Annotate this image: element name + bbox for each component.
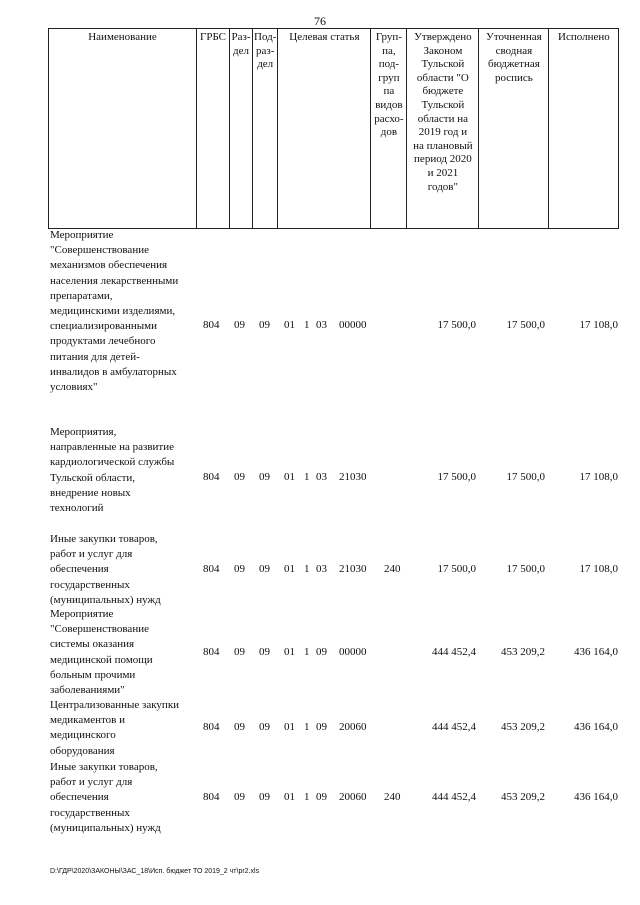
row-name-line: специализированными — [50, 320, 157, 333]
cell-target-event: 03 — [316, 563, 327, 575]
row-name-line: препаратами, — [50, 289, 113, 302]
header-approved-line: Тульской — [421, 58, 465, 71]
cell-razdel: 09 — [234, 563, 245, 575]
header-group-line: Груп- — [375, 31, 402, 43]
row-name — [50, 532, 198, 608]
row-name — [50, 607, 198, 698]
row-name-line: Централизованные закупки — [50, 699, 180, 711]
row-name-line: системы оказания — [50, 638, 135, 651]
row-name-line: "Совершенствование — [50, 623, 149, 636]
header-razdel-line: дел — [233, 44, 249, 57]
row-name-line: заболеваниями" — [50, 684, 125, 697]
header-group-line: па — [383, 85, 395, 98]
cell-target-subprogram: 1 — [304, 791, 310, 803]
cell-podrazdel: 09 — [259, 646, 270, 658]
header-group-line: па, — [382, 44, 396, 57]
row-name-line: продуктами лечебного — [50, 335, 156, 348]
row-name-line: медицинскими изделиями, — [50, 305, 176, 318]
cell-razdel: 09 — [234, 646, 245, 658]
row-name — [50, 760, 198, 836]
header-approved-line: области на — [417, 112, 469, 125]
cell-specified: 453 209,2 — [501, 721, 545, 733]
header-name: Наименование — [49, 29, 197, 229]
cell-grbs: 804 — [203, 563, 220, 575]
row-name — [50, 228, 198, 395]
header-target: Целевая статья — [278, 29, 371, 229]
header-approved-line: 2019 год и — [418, 126, 468, 139]
row-name-line: кардиологической службы — [50, 456, 175, 469]
cell-group: 240 — [384, 563, 401, 575]
cell-grbs: 804 — [203, 471, 220, 483]
cell-approved: 444 452,4 — [432, 646, 476, 658]
cell-executed: 17 108,0 — [579, 319, 618, 331]
header-podrazdel-line: Под- — [254, 31, 277, 43]
cell-target-program: 01 — [284, 646, 295, 658]
header-group-line: расхо- — [374, 112, 404, 125]
row-name-line: государственных — [50, 578, 130, 591]
cell-target-event: 03 — [316, 471, 327, 483]
cell-executed: 436 164,0 — [574, 791, 618, 803]
row-name-line: больным прочими — [50, 668, 136, 681]
header-group-line: под- — [378, 58, 400, 71]
cell-specified: 17 500,0 — [506, 319, 545, 331]
header-group-line: груп — [378, 71, 400, 84]
cell-target-subprogram: 1 — [304, 471, 310, 483]
header-specified-line: бюджетная — [487, 58, 540, 71]
row-name — [50, 425, 198, 516]
cell-target-event: 09 — [316, 721, 327, 733]
header-approved-line: период 2020 — [414, 153, 472, 166]
row-name-line: питания для детей- — [50, 350, 140, 363]
cell-group: 240 — [384, 791, 401, 803]
cell-grbs: 804 — [203, 646, 220, 658]
header-group-line: видов — [375, 98, 403, 111]
row-name-line: Мероприятие — [50, 608, 114, 620]
cell-approved: 17 500,0 — [437, 319, 476, 331]
cell-target-event: 09 — [316, 646, 327, 658]
cell-specified: 17 500,0 — [506, 471, 545, 483]
cell-razdel: 09 — [234, 319, 245, 331]
cell-podrazdel: 09 — [259, 563, 270, 575]
row-name-line: Мероприятия, — [50, 426, 117, 438]
row-name-line: оборудования — [50, 744, 115, 757]
cell-podrazdel: 09 — [259, 791, 270, 803]
cell-podrazdel: 09 — [259, 721, 270, 733]
cell-executed: 436 164,0 — [574, 646, 618, 658]
cell-target-subprogram: 1 — [304, 721, 310, 733]
row-name-line: "Совершенствование — [50, 244, 149, 257]
cell-razdel: 09 — [234, 791, 245, 803]
header-razdel-line: Раз- — [231, 31, 251, 43]
header-approved-line: Законом — [423, 44, 463, 57]
row-name-line: Иные закупки товаров, — [50, 761, 158, 773]
cell-target-subprogram: 1 — [304, 563, 310, 575]
row-name-line: технологий — [50, 502, 104, 515]
cell-target-direction: 21030 — [339, 471, 367, 483]
cell-target-direction: 00000 — [339, 319, 367, 331]
page-number: 76 — [314, 14, 326, 28]
cell-grbs: 804 — [203, 721, 220, 733]
cell-target-subprogram: 1 — [304, 319, 310, 331]
row-name-line: направленные на развитие — [50, 441, 175, 454]
cell-approved: 444 452,4 — [432, 721, 476, 733]
cell-executed: 17 108,0 — [579, 471, 618, 483]
row-name-line: работ и услуг для — [50, 548, 133, 561]
row-name-line: государственных — [50, 806, 130, 819]
header-approved-line: и 2021 — [427, 166, 459, 179]
cell-razdel: 09 — [234, 721, 245, 733]
header-approved-line: Утверждено — [414, 31, 472, 43]
header-specified-line: роспись — [494, 71, 533, 84]
header-podrazdel-line: раз- — [256, 44, 275, 57]
row-name-line: (муниципальных) нужд — [50, 821, 161, 834]
cell-specified: 453 209,2 — [501, 791, 545, 803]
row-name-line: медицинской помощи — [50, 653, 153, 666]
header-approved-line: на плановый — [413, 139, 473, 152]
cell-approved: 17 500,0 — [437, 471, 476, 483]
file-path-footer: D:\ГДР\2020\ЗАКОНЫ\ЗАС_18\Исп. бюджет ТО 2019_2 чт\pr2.xls — [50, 868, 260, 875]
cell-target-program: 01 — [284, 471, 295, 483]
cell-grbs: 804 — [203, 791, 220, 803]
cell-specified: 17 500,0 — [506, 563, 545, 575]
row-name-line: работ и услуг для — [50, 776, 133, 789]
row-name-line: (муниципальных) нужд — [50, 593, 161, 606]
header-approved-line: бюджете — [422, 85, 464, 98]
cell-target-program: 01 — [284, 791, 295, 803]
header-specified-line: сводная — [495, 44, 533, 57]
row-name-line: механизмов обеспечения — [50, 259, 168, 272]
header-specified-line: Уточненная — [486, 31, 542, 43]
header-approved-line: годов" — [427, 180, 458, 193]
cell-target-program: 01 — [284, 721, 295, 733]
cell-specified: 453 209,2 — [501, 646, 545, 658]
row-name-line: Иные закупки товаров, — [50, 533, 158, 545]
cell-podrazdel: 09 — [259, 319, 270, 331]
row-name-line: медикаментов и — [50, 714, 125, 727]
cell-razdel: 09 — [234, 471, 245, 483]
cell-grbs: 804 — [203, 319, 220, 331]
cell-executed: 17 108,0 — [579, 563, 618, 575]
header-group-line: дов — [380, 126, 398, 139]
cell-approved: 17 500,0 — [437, 563, 476, 575]
row-name-line: Тульской области, — [50, 471, 136, 484]
cell-target-direction: 20060 — [339, 791, 367, 803]
cell-target-subprogram: 1 — [304, 646, 310, 658]
row-name-line: условиях" — [50, 381, 98, 394]
header-approved-line: Тульской — [421, 98, 465, 111]
cell-target-direction: 21030 — [339, 563, 367, 575]
cell-target-event: 09 — [316, 791, 327, 803]
cell-target-event: 03 — [316, 319, 327, 331]
header-approved-line: области "О — [416, 71, 469, 84]
row-name — [50, 698, 198, 759]
row-name-line: инвалидов в амбулаторных — [50, 365, 177, 378]
cell-executed: 436 164,0 — [574, 721, 618, 733]
cell-target-direction: 20060 — [339, 721, 367, 733]
header-grbs: ГРБС — [197, 29, 230, 229]
cell-approved: 444 452,4 — [432, 791, 476, 803]
header-executed: Исполнено — [549, 29, 619, 229]
cell-target-direction: 00000 — [339, 646, 367, 658]
cell-target-program: 01 — [284, 319, 295, 331]
row-name-line: обеспечения — [50, 563, 109, 576]
row-name-line: обеспечения — [50, 791, 109, 804]
row-name-line: Мероприятие — [50, 229, 114, 241]
row-name-line: внедрение новых — [50, 486, 131, 499]
row-name-line: населения лекарственными — [50, 274, 179, 287]
cell-podrazdel: 09 — [259, 471, 270, 483]
row-name-line: медицинского — [50, 729, 116, 742]
cell-target-program: 01 — [284, 563, 295, 575]
header-podrazdel-line: дел — [257, 58, 274, 71]
